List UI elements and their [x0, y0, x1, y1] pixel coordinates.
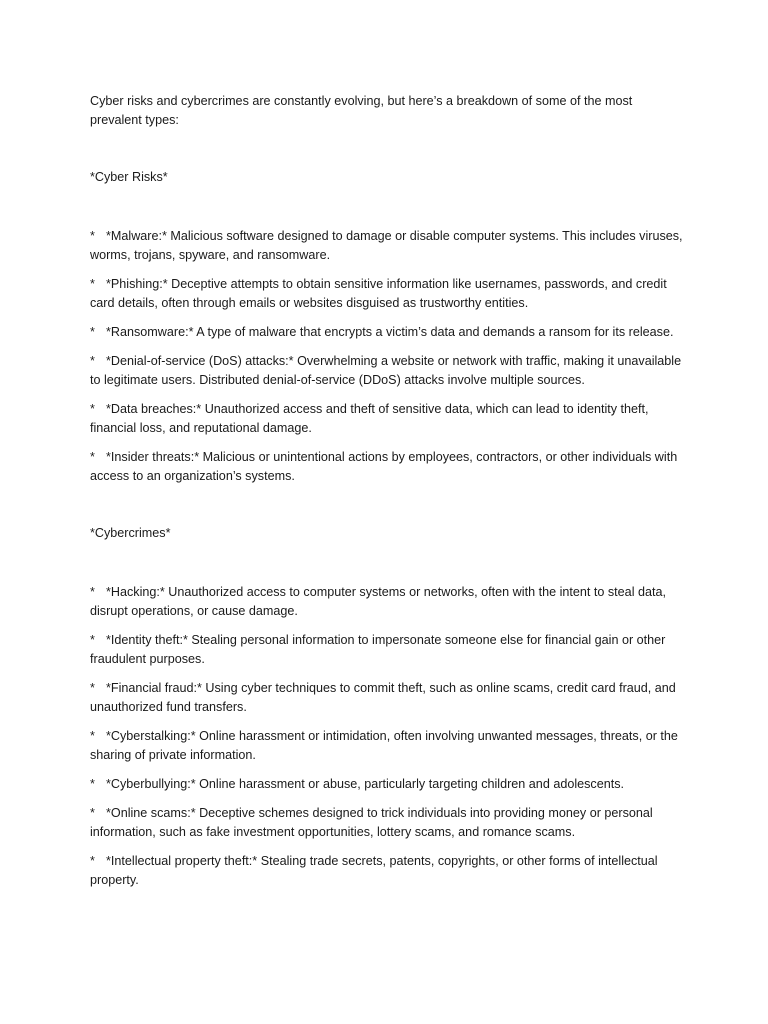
cyber-risks-heading: *Cyber Risks*	[90, 170, 168, 184]
bullet-marker: *	[90, 325, 95, 339]
list-item	[90, 352, 684, 390]
bullet-marker: *	[90, 354, 95, 368]
bullet-marker: *	[90, 585, 95, 599]
list-item-text: *Identity theft:* Stealing personal information to impersonate someone else for financial gain or other fraudulent purposes.	[90, 633, 666, 666]
list-item-text: *Online scams:* Deceptive schemes designed to trick individuals into providing money or personal information, such as fake investment opportunities, lottery scams, and romance scams.	[90, 806, 653, 839]
list-item-text: *Cyberstalking:* Online harassment or intimidation, often involving unwanted messages, threats, or the sharing of private information.	[90, 729, 678, 762]
list-item-text: *Malware:* Malicious software designed to damage or disable computer systems. This includes viruses, worms, trojans, spyware, and ransomware.	[90, 229, 683, 262]
bullet-marker: *	[90, 854, 95, 868]
list-item	[90, 400, 684, 438]
list-item	[90, 727, 684, 765]
list-item	[90, 227, 684, 265]
bullet-marker: *	[90, 633, 95, 647]
bullet-marker: *	[90, 729, 95, 743]
list-item	[90, 323, 684, 342]
list-item	[90, 775, 684, 794]
list-item-text: *Denial-of-service (DoS) attacks:* Overwhelming a website or network with traffic, making it unavailable to legitimate users. Distributed denial-of-service (DDoS) attacks involve multiple sources.	[90, 354, 682, 387]
list-item-text: *Hacking:* Unauthorized access to computer systems or networks, often with the intent to steal data, disrupt operations, or cause damage.	[90, 585, 666, 618]
list-item-text: *Insider threats:* Malicious or unintentional actions by employees, contractors, or other individuals with access to an organization’s systems.	[90, 450, 678, 483]
bullet-marker: *	[90, 681, 95, 695]
list-item-text: *Ransomware:* A type of malware that encrypts a victim’s data and demands a ransom for its release.	[106, 325, 674, 339]
list-item	[90, 679, 684, 717]
list-item-text: *Intellectual property theft:* Stealing trade secrets, patents, copyrights, or other forms of intellectual property.	[90, 854, 658, 887]
bullet-marker: *	[90, 777, 95, 791]
bullet-marker: *	[90, 806, 95, 820]
list-item-text: *Phishing:* Deceptive attempts to obtain sensitive information like usernames, passwords, and credit card details, often through emails or websites disguised as trustworthy entities.	[90, 277, 667, 310]
bullet-marker: *	[90, 402, 95, 416]
list-item	[90, 275, 684, 313]
bullet-marker: *	[90, 277, 95, 291]
list-item	[90, 852, 684, 890]
cybercrimes-heading: *Cybercrimes*	[90, 526, 171, 540]
list-item-text: *Data breaches:* Unauthorized access and theft of sensitive data, which can lead to identity theft, financial loss, and reputational damage.	[90, 402, 649, 435]
cyber-risks-list	[90, 227, 684, 486]
list-item-text: *Cyberbullying:* Online harassment or abuse, particularly targeting children and adolescents.	[106, 777, 625, 791]
list-item-text: *Financial fraud:* Using cyber techniques to commit theft, such as online scams, credit card fraud, and unauthorized fund transfers.	[90, 681, 676, 714]
bullet-marker: *	[90, 450, 95, 464]
list-item	[90, 448, 684, 486]
cybercrimes-list	[90, 583, 684, 890]
list-item	[90, 583, 684, 621]
list-item	[90, 804, 684, 842]
bullet-marker: *	[90, 229, 95, 243]
intro-paragraph: Cyber risks and cybercrimes are constantly evolving, but here’s a breakdown of some of the most prevalent types:	[90, 94, 633, 127]
list-item	[90, 631, 684, 669]
